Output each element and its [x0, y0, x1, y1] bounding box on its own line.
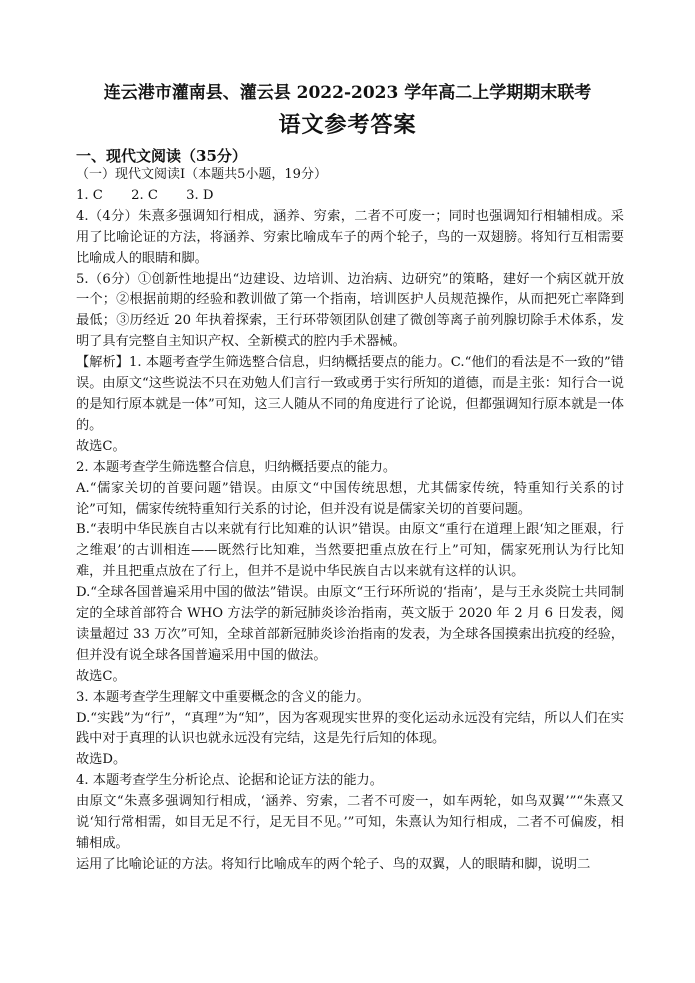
analysis-paragraph: 3. 本题考查学生理解文中重要概念的含义的能力。	[76, 689, 370, 705]
section-heading: 一、现代文阅读（35分）	[76, 147, 247, 165]
choice-line: 故选C。	[76, 668, 126, 684]
analysis-paragraph: 由原文“朱熹多强调知行相成，‘涵养、穷索，二者不可废一，如车两轮，如鸟双翼’”“朱熹又说‘知行常相需，如目无足不行，足无目不见。’”可知，朱熹认为知行相成，二者不可偏废，相辅相成。	[76, 794, 624, 851]
analysis-paragraph: B.“表明中华民族自古以来就有行比知难的认识”错误。由原文“重行在道理上跟‘知之匪艰，行之维艰’的古训相连——既然行比知难，当然要把重点放在行上”可知，儒家死刑认为行比知难，并且把重点放在了行上，但并不是说中华民族自古以来就有这样的认识。	[76, 522, 624, 580]
answer-3: 3. D	[186, 187, 214, 203]
multiple-choice-answers	[76, 186, 624, 207]
answer-paragraph: 4.（4分）朱熹多强调知行相成，涵养、穷索，二者不可废一；同时也强调知行相辅相成。采用了比喻论证的方法，将涵养、穷索比喻成车子的两个轮子，鸟的一双翅膀。将知行互相需要比喻成人的眼睛和脚。	[76, 208, 624, 266]
answer-body	[76, 165, 624, 876]
exam-title: 连云港市灌南县、灌云县 2022-2023 学年高二上学期期末联考	[103, 83, 592, 103]
analysis-paragraph: D.“实践”为“行”，“真理”为“知”，因为客观现实世界的变化运动永远没有完结，所以人们在实践中对于真理的认识也就永远没有完结，这是先行后知的体现。	[76, 710, 624, 747]
answer-key-title: 语文参考答案	[278, 112, 417, 138]
analysis-paragraph: 4. 本题考查学生分析论点、论据和论证方法的能力。	[76, 773, 383, 789]
analysis-paragraph: D.“全球各国普遍采用中国的做法”错误。由原文“王行环所说的‘指南’，是与王永炎院士共同制定的全球首部符合 WHO 方法学的新冠肺炎诊治指南，英文版于 2020 年 2 月 6 日发表，阅读量超过 33 万次”可知，全球首部新冠肺炎诊治指南的发表，为全球各国摸索出抗疫的经验，但并没有说全球各国普遍采用中国的做法。	[76, 585, 624, 663]
answer-2: 2. C	[131, 187, 158, 203]
analysis-paragraph: 运用了比喻论证的方法。将知行比喻成车的两个轮子、鸟的双翼，人的眼睛和脚，说明二	[76, 856, 591, 872]
subsection-heading: （一）现代文阅读Ⅰ（本题共5小题，19分）	[76, 167, 327, 182]
answer-paragraph: 5.（6分）①创新性地提出“边建设、边培训、边治病、边研究”的策略，建好一个病区就开放一个；②根据前期的经验和教训做了第一个指南，培训医护人员规范操作，从而把死亡率降到最低；③历经近 20 年执着探索，王行环带领团队创建了微创等离子前列腺切除手术体系，发明了具有完整自主知识产权、全新模式的腔内手术器械。	[76, 271, 624, 350]
choice-line: 故选D。	[76, 752, 127, 768]
choice-line: 故选C。	[76, 438, 126, 454]
answer-1: 1. C	[76, 187, 103, 203]
analysis-paragraph: 【解析】1. 本题考查学生筛选整合信息，归纳概括要点的能力。C.“他们的看法是不一致的”错误。由原文“这些说法不只在劝勉人们言行一致或勇于实行所知的道德，而是主张：知行合一说的是知行原本就是一体”可知，这三人随从不同的角度进行了论说，但都强调知行原本就是一体的。	[76, 355, 624, 433]
analysis-paragraph: 2. 本题考查学生筛选整合信息，归纳概括要点的能力。	[76, 459, 397, 475]
analysis-paragraph: A.“儒家关切的首要问题”错误。由原文“中国传统思想，尤其儒家传统，特重知行关系的讨论”可知，儒家传统特重知行关系的讨论，但并没有说是儒家关切的首要问题。	[76, 480, 624, 517]
